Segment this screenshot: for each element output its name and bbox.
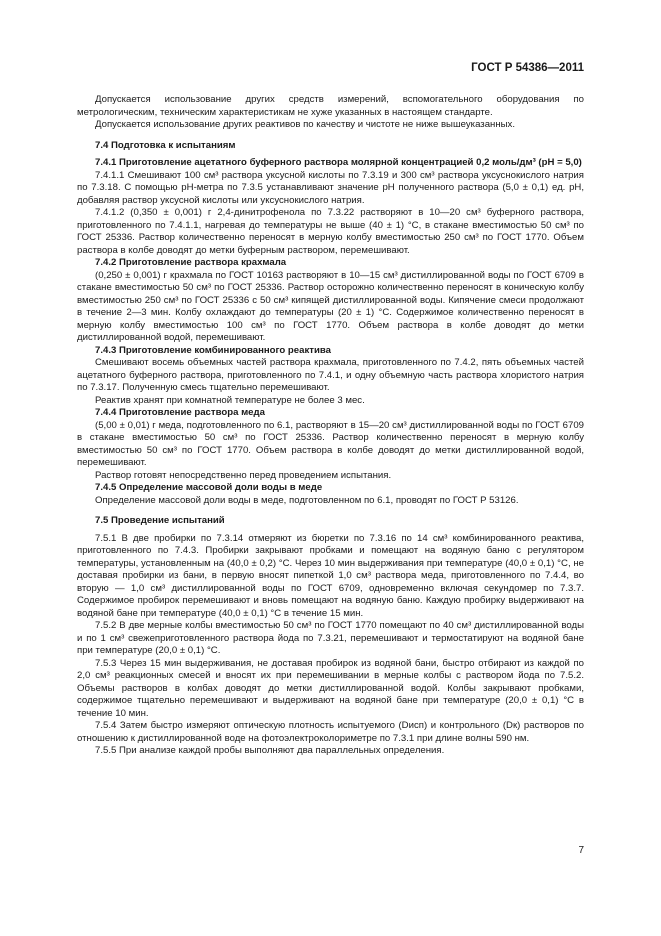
paragraph: Допускается использование других средств измерений, вспомогательного оборудования по метрологическим, техническим характеристикам не хуже указанных в настоящем стандарте. [77, 94, 584, 118]
document-body [77, 94, 584, 758]
paragraph: 7.5.3 Через 15 мин выдерживания, не доставая пробирок из водяной бани, быстро отбирают из каждой по 2,0 см³ реакционных смесей и вносят их при перемешивании в мерные колбы с раствором йода по 7.5.2. Объемы растворов в колбах доводят до метки дистиллированной водой. Колбы закрывают пробками, содержимое тщательно перемешивают и выдерживают на водяной бане при температуре (20,0 ± 0,1) °С в течение 10 мин. [77, 657, 584, 719]
paragraph: (5,00 ± 0,01) г меда, подготовленного по 6.1, растворяют в 15—20 см³ дистиллированной воды по ГОСТ 6709 в стакане вместимостью 50 см³ по ГОСТ 25336. Раствор количественно переносят в мерную колбу вместимостью 50 см³ по ГОСТ 1770. Объем раствора в колбе доводят до метки дистиллированной водой, перемешивают. [77, 419, 584, 468]
subsection-heading: 7.4.5 Определение массовой доли воды в меде [95, 482, 323, 493]
subsection-heading: 7.4.2 Приготовление раствора крахмала [95, 257, 287, 268]
subsection-heading: 7.4.3 Приготовление комбинированного реактива [95, 344, 331, 356]
paragraph: 7.5.1 В две пробирки по 7.3.14 отмеряют из бюретки по 7.3.16 по 14 см³ комбинированного реактива, приготовленного по 7.4.3. Пробирки закрывают пробками и помещают на водяную баню с регулятором температуры, установленным на (40,0 ± 0,2) °С. Через 10 мин выдерживания при температуре (40,0 ± 0,1) °С, не доставая пробирки из бани, в первую вносят пипеткой 1,0 см³ раствора меда, приготовленного по 7.4.4, во вторую — 1,0 см³ дистиллированной воды по ГОСТ 6709, одновременно включая секундомер по 7.3.7. Содержимое пробирок перемешивают и вновь помещают на водяную баню. Каждую пробирку выдерживают на водяной бане при температуре (40,0 ± 0,1) °С в течение 15 мин. [77, 532, 584, 619]
paragraph: 7.4.1.2 (0,350 ± 0,001) г 2,4-динитрофенола по 7.3.22 растворяют в 10—20 см³ буферного раствора, приготовленного по 7.4.1.1, нагревая до температуры не выше (40 ± 1) °С, в стакане вместимостью 50 см³ по ГОСТ 25336. Раствор количественно переносят в мерную колбу вместимостью 250 см³ по ГОСТ 1770. Объем раствора в колбе доводят до метки буферным раствором, перемешивают. [77, 207, 584, 256]
page-number: 7 [578, 845, 584, 856]
paragraph: 7.5.4 Затем быстро измеряют оптическую плотность испытуемого (Dисп) и контрольного (Dк) растворов по отношению к дистиллированной воде на фотоэлектроколориметре по 7.3.1 при длине волны 590 нм. [77, 720, 584, 744]
subsection-heading: 7.4.4 Приготовление раствора меда [95, 407, 265, 418]
standard-header: ГОСТ Р 54386—2011 [471, 62, 584, 74]
paragraph: (0,250 ± 0,001) г крахмала по ГОСТ 10163 растворяют в 10—15 см³ дистиллированной воды по ГОСТ 6709 в стакане вместимостью 50 см³ по ГОСТ 25336. Раствор осторожно количественно переносят в коническую колбу вместимостью 250 см³ по ГОСТ 25336 с 50 см³ кипящей дистиллированной воды. Кипячение смеси продолжают в течение 2—3 мин. Колбу охлаждают до температуры (20 ± 1) °С. Содержимое количественно переносят в мерную колбу вместимостью 100 см³ по ГОСТ 1770. Объем раствора в колбе доводят до метки дистиллированной водой, перемешивают. [77, 269, 584, 343]
section-heading: 7.4 Подготовка к испытаниям [95, 139, 236, 151]
paragraph: Определение массовой доли воды в меде, подготовленном по 6.1, проводят по ГОСТ Р 53126. [95, 494, 519, 506]
paragraph: 7.4.1.1 Смешивают 100 см³ раствора уксусной кислоты по 7.3.19 и 300 см³ раствора уксуснокислого натрия по 7.3.18. С помощью рН-метра по 7.3.5 устанавливают значение рН полученного раствора (5,0 ± 0,1) ед. рН, добавляя раствор уксусной кислоты или уксуснокислого натрия. [77, 169, 584, 206]
subsection-heading: 7.4.1 Приготовление ацетатного буферного раствора молярной концентрацией 0,2 моль/дм³ (рН = 5,0) [95, 157, 582, 168]
paragraph: Реактив хранят при комнатной температуре не более 3 мес. [95, 394, 365, 406]
paragraph: 7.5.2 В две мерные колбы вместимостью 50 см³ по ГОСТ 1770 помещают по 40 см³ дистиллированной воды и по 1 см³ свежеприготовленного раствора йода по 7.3.21, перемешивают и термостатируют на водяной бане при температуре (20,0 ± 0,1) °С. [77, 620, 584, 656]
section-heading: 7.5 Проведение испытаний [95, 515, 225, 526]
paragraph: Допускается использование других реактивов по качеству и чистоте не ниже вышеуказанных. [95, 119, 515, 130]
paragraph: Раствор готовят непосредственно перед проведением испытания. [95, 469, 392, 481]
paragraph: 7.5.5 При анализе каждой пробы выполняют два параллельных определения. [95, 745, 445, 756]
paragraph: Смешивают восемь объемных частей раствора крахмала, приготовленного по 7.4.2, пять объемных частей ацетатного буферного раствора, приготовленного по 7.4.1, и одну объемную часть раствора хлористого натрия по 7.3.17. Полученную смесь тщательно перемешивают. [77, 357, 584, 393]
